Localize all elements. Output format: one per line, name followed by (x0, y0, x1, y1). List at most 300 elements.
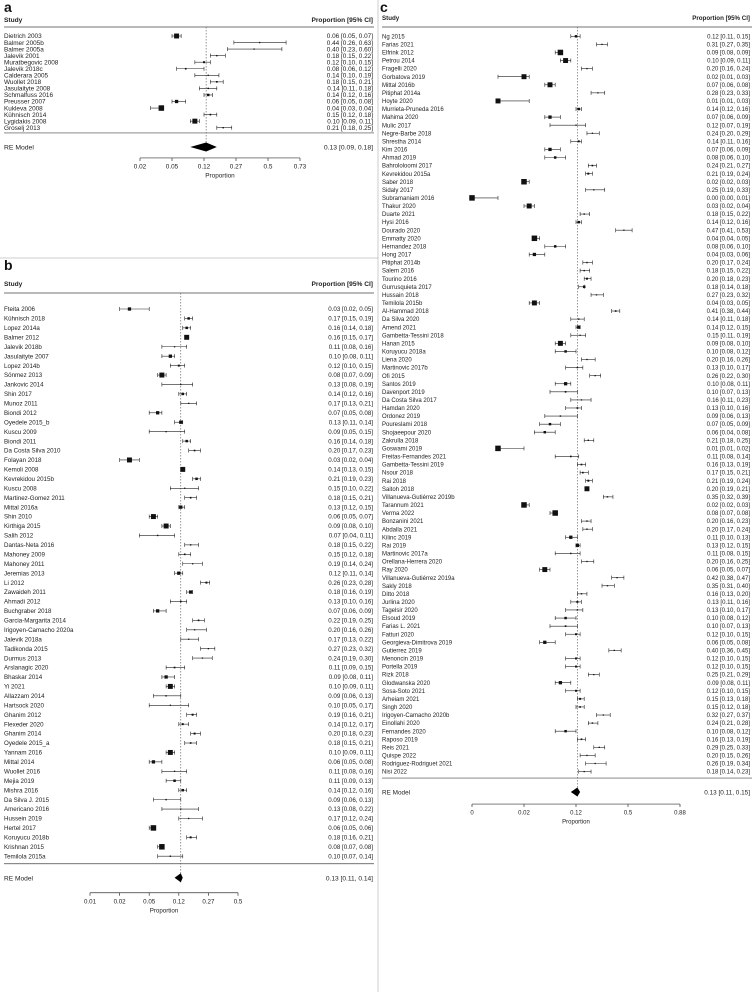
study-name: Jeremias 2013 (4, 570, 45, 578)
study-name: Lopez 2014b (4, 362, 40, 370)
point-estimate (595, 763, 596, 764)
point-estimate (584, 771, 585, 772)
study-ci-label: 0.15 [0.11, 0.19] (707, 333, 750, 340)
point-estimate (175, 100, 178, 103)
study-name: Pitiphat 2014a (382, 90, 421, 97)
study-name: Singh 2020 (382, 705, 413, 712)
study-ci-label: 0.24 [0.21, 0.27] (706, 163, 750, 170)
point-estimate (577, 609, 578, 610)
point-estimate (188, 403, 189, 404)
x-tick-label: 0.88 (674, 810, 686, 817)
study-ci-label: 0.12 [0.10, 0.15] (328, 362, 373, 370)
study-ci-label: 0.14 [0.11, 0.16] (707, 139, 750, 146)
study-name: Negre-Barbe 2018 (382, 131, 432, 138)
header-study: Study (4, 281, 23, 288)
study-ci-label: 0.18 [0.15, 0.22] (326, 52, 373, 60)
study-name: Koruyucu 2018b (4, 834, 50, 842)
point-estimate (587, 173, 589, 175)
study-ci-label: 0.26 [0.22, 0.30] (706, 373, 750, 380)
point-estimate (203, 61, 205, 63)
study-name: Raposo 2019 (382, 737, 418, 744)
study-name: Wuollet 2016 (4, 768, 41, 776)
study-name: Davenport 2019 (382, 389, 425, 396)
study-name: Durmus 2013 (4, 655, 42, 663)
x-tick-label: 0.73 (293, 163, 307, 171)
x-tick-label: 0 (470, 810, 474, 817)
point-estimate (192, 563, 193, 564)
study-ci-label: 0.11 [0.10, 0.13] (707, 535, 750, 542)
study-ci-label: 0.24 [0.21, 0.28] (706, 721, 750, 728)
study-ci-label: 0.06 [0.05, 0.07] (706, 567, 750, 574)
study-ci-label: 0.16 [0.11, 0.23] (707, 398, 750, 404)
point-estimate (586, 262, 587, 263)
forest-panel-b (4, 257, 374, 914)
study-name: Ahmad 2019 (382, 155, 417, 162)
study-ci-label: 0.18 [0.15, 0.22] (706, 268, 750, 275)
study-ci-label: 0.06 [0.05, 0.07] (328, 513, 373, 521)
study-ci-label: 0.01 [0.01, 0.03] (706, 99, 750, 106)
point-estimate (170, 705, 171, 706)
study-ci-label: 0.32 [0.27, 0.37] (706, 713, 750, 720)
study-ci-label: 0.24 [0.20, 0.29] (706, 131, 750, 138)
summary-name: RE Model (4, 875, 33, 883)
study-ci-label: 0.07 [0.06, 0.08] (706, 82, 750, 89)
point-estimate (599, 747, 600, 748)
point-estimate (188, 818, 189, 819)
study-name: Abdalla 2021 (382, 527, 418, 534)
study-name: Hartsock 2020 (4, 702, 44, 710)
study-ci-label: 0.06 [0.05, 0.08] (326, 98, 373, 106)
study-ci-label: 0.26 [0.19, 0.34] (706, 761, 750, 768)
study-name: Mittal 2016a (4, 504, 38, 512)
study-name: Lygidakis 2008 (4, 118, 47, 126)
study-ci-label: 0.13 [0.10, 0.16] (328, 598, 373, 606)
header-study: Study (382, 15, 400, 22)
point-estimate (174, 667, 176, 669)
study-ci-label: 0.18 [0.14, 0.23] (706, 769, 750, 776)
study-ci-label: 0.03 [0.02, 0.05] (328, 306, 373, 314)
point-estimate (192, 119, 197, 124)
point-estimate (586, 755, 587, 756)
study-ci-label: 0.16 [0.13, 0.19] (706, 462, 750, 469)
point-estimate (569, 536, 572, 539)
point-estimate (607, 585, 608, 586)
point-estimate (583, 286, 585, 288)
study-name: Sönmez 2013 (4, 372, 43, 380)
study-ci-label: 0.01 [0.01, 0.02] (706, 446, 750, 453)
study-name: Orellana-Herrera 2020 (382, 559, 443, 566)
study-ci-label: 0.03 [0.02, 0.04] (328, 457, 373, 465)
study-name: Menoncin 2019 (382, 656, 424, 663)
study-ci-label: 0.14 [0.12, 0.16] (706, 107, 750, 114)
study-name: Krishnan 2015 (4, 843, 44, 851)
study-name: Saber 2018 (382, 179, 414, 186)
study-name: Lopez 2014a (4, 325, 40, 333)
study-name: Nisi 2022 (382, 769, 408, 776)
study-ci-label: 0.28 [0.23, 0.33] (706, 90, 750, 97)
study-name: Sidaly 2017 (382, 187, 414, 194)
study-ci-label: 0.27 [0.23, 0.32] (706, 292, 750, 299)
point-estimate (559, 681, 562, 684)
x-tick-label: 0.27 (202, 898, 215, 906)
point-estimate (164, 675, 167, 678)
point-estimate (521, 502, 527, 508)
point-estimate (587, 480, 589, 482)
study-ci-label: 0.08 [0.07, 0.09] (328, 372, 373, 380)
point-estimate (565, 625, 567, 627)
point-estimate (259, 42, 260, 43)
study-name: Hernandez 2018 (382, 244, 427, 251)
study-name: Zakrulla 2018 (382, 438, 419, 445)
x-tick-label: 0.5 (623, 810, 633, 817)
study-name: Dourado 2020 (382, 228, 421, 235)
study-ci-label: 0.13 [0.08, 0.22] (328, 806, 373, 814)
point-estimate (593, 674, 594, 675)
study-ci-label: 0.09 [0.08, 0.10] (328, 523, 373, 531)
study-ci-label: 0.18 [0.15, 0.22] (328, 542, 373, 550)
study-ci-label: 0.17 [0.13, 0.21] (328, 400, 373, 408)
study-ci-label: 0.06 [0.05, 0.08] (328, 759, 373, 767)
point-estimate (496, 98, 501, 103)
study-ci-label: 0.10 [0.07, 0.14] (328, 853, 373, 861)
study-ci-label: 0.14 [0.11, 0.18] (707, 317, 750, 324)
study-ci-label: 0.15 [0.12, 0.18] (326, 111, 373, 119)
point-estimate (623, 230, 624, 231)
study-ci-label: 0.17 [0.12, 0.24] (328, 815, 373, 823)
study-ci-label: 0.13 [0.08, 0.19] (328, 381, 373, 389)
point-estimate (151, 825, 157, 831)
study-ci-label: 0.02 [0.01, 0.03] (706, 74, 750, 81)
point-estimate (173, 780, 175, 782)
study-ci-label: 0.20 [0.19, 0.21] (706, 486, 750, 493)
study-name: Tagelsir 2020 (382, 608, 418, 615)
study-name: Mittal 2014 (4, 759, 35, 767)
point-estimate (576, 544, 579, 547)
study-name: Folayan 2018 (4, 457, 42, 465)
study-name: Shojaeepour 2020 (382, 430, 432, 437)
study-name: Gambetta-Tessini 2018 (382, 333, 444, 340)
study-ci-label: 0.16 [0.13, 0.20] (706, 591, 750, 598)
point-estimate (615, 310, 617, 312)
point-estimate (564, 350, 566, 352)
point-estimate (190, 544, 191, 545)
point-estimate (578, 318, 579, 319)
study-name: Zawaideh 2011 (4, 589, 46, 597)
study-name: Hussain 2018 (382, 292, 419, 299)
point-estimate (208, 648, 209, 649)
study-name: Sosa-Soto 2021 (382, 688, 426, 695)
study-name: Rai 2019 (382, 543, 407, 550)
study-name: Jasulaityte 2008 (4, 85, 51, 93)
point-estimate (592, 133, 593, 134)
study-ci-label: 0.06 [0.05, 0.06] (328, 825, 373, 833)
study-name: Thakur 2020 (382, 204, 416, 211)
point-estimate (469, 195, 475, 201)
study-name: Subramaniam 2016 (382, 196, 435, 202)
study-name: Portella 2019 (382, 664, 418, 671)
study-name: Kilinc 2019 (382, 535, 412, 542)
point-estimate (532, 300, 537, 305)
point-estimate (179, 421, 182, 424)
study-ci-label: 0.21 [0.19, 0.23] (328, 476, 373, 483)
study-ci-label: 0.21 [0.18, 0.25] (706, 438, 750, 445)
study-name: Georgieva-Dimitrova 2019 (382, 640, 453, 647)
point-estimate (182, 723, 184, 725)
study-name: Martinez-Gomez 2011 (4, 494, 65, 502)
study-ci-label: 0.13 [0.11, 0.16] (707, 600, 750, 606)
point-estimate (178, 365, 180, 367)
point-estimate (584, 270, 585, 271)
point-estimate (575, 690, 577, 692)
point-estimate (192, 714, 194, 716)
study-name: Saitoh 2018 (382, 486, 415, 493)
x-tick-label: 0.27 (229, 163, 243, 171)
study-ci-label: 0.19 [0.14, 0.24] (328, 560, 373, 568)
study-ci-label: 0.07 [0.06, 0.09] (328, 608, 373, 616)
study-ci-label: 0.12 [0.10, 0.15] (706, 688, 750, 695)
study-ci-label: 0.21 [0.18, 0.25] (326, 124, 373, 132)
study-ci-label: 0.09 [0.06, 0.13] (328, 796, 373, 804)
study-ci-label: 0.11 [0.09, 0.15] (328, 664, 373, 672)
study-ci-label: 0.16 [0.13, 0.19] (706, 737, 750, 744)
study-name: Petrou 2014 (382, 58, 415, 65)
x-axis-label: Proportion (205, 172, 235, 180)
study-ci-label: 0.08 [0.07, 0.08] (328, 843, 373, 851)
point-estimate (560, 415, 561, 416)
study-name: Amend 2021 (382, 325, 417, 332)
study-name: Bonzanini 2021 (382, 519, 424, 526)
study-name: Da Costa Silva 2017 (382, 398, 437, 404)
point-estimate (575, 125, 576, 126)
point-estimate (586, 359, 587, 360)
study-name: Ray 2020 (382, 567, 408, 574)
summary-diamond (175, 873, 183, 882)
study-name: Temilola 2015a (4, 853, 46, 861)
point-estimate (522, 74, 527, 79)
study-ci-label: 0.41 [0.38, 0.44] (706, 309, 750, 316)
study-ci-label: 0.14 [0.11, 0.18] (327, 85, 373, 93)
study-ci-label: 0.35 [0.32, 0.39] (706, 494, 750, 501)
study-name: Hysi 2016 (382, 220, 409, 227)
study-ci-label: 0.16 [0.14, 0.18] (328, 325, 373, 333)
study-ci-label: 0.31 [0.27, 0.35] (706, 42, 750, 49)
study-name: Shin 2010 (4, 513, 32, 521)
study-ci-label: 0.04 [0.03, 0.06] (706, 252, 750, 259)
study-ci-label: 0.10 [0.08, 0.11] (328, 353, 373, 361)
study-name: Villanueva-Gutiérrez 2019b (382, 494, 455, 501)
study-ci-label: 0.22 [0.19, 0.25] (328, 617, 373, 625)
study-ci-label: 0.13 [0.10, 0.17] (706, 608, 750, 615)
point-estimate (592, 165, 594, 167)
study-name: Oyedele 2015_b (4, 419, 50, 427)
study-name: Gorbatova 2019 (382, 74, 426, 81)
study-name: Preusser 2007 (4, 98, 46, 106)
study-ci-label: 0.09 [0.06, 0.13] (706, 414, 750, 421)
study-name: Ordonez 2019 (382, 414, 421, 421)
study-name: Ofi 2015 (382, 373, 405, 380)
study-ci-label: 0.16 [0.14, 0.18] (328, 438, 373, 446)
point-estimate (592, 722, 593, 723)
study-ci-label: 0.25 [0.19, 0.33] (706, 187, 750, 194)
x-tick-label: 0.12 (570, 810, 582, 817)
study-ci-label: 0.14 [0.13, 0.15] (328, 466, 373, 474)
study-name: Salih 2012 (4, 532, 34, 540)
point-estimate (185, 327, 187, 329)
point-estimate (179, 505, 182, 508)
point-estimate (184, 335, 189, 340)
point-estimate (588, 440, 589, 441)
point-estimate (527, 204, 532, 209)
point-estimate (586, 561, 587, 562)
study-ci-label: 0.44 [0.26, 0.63] (326, 39, 373, 47)
x-tick-label: 0.02 (133, 163, 147, 171)
point-estimate (581, 464, 583, 466)
study-name: Dietrich 2003 (4, 33, 42, 41)
point-estimate (575, 666, 577, 668)
study-ci-label: 0.14 [0.10, 0.19] (326, 72, 373, 80)
study-ci-label: 0.10 [0.09, 0.11] (328, 749, 373, 757)
x-tick-label: 0.01 (83, 898, 97, 906)
point-estimate (165, 799, 166, 800)
study-name: Elfrink 2012 (382, 50, 414, 57)
study-ci-label: 0.09 [0.08, 0.10] (706, 341, 750, 348)
study-ci-label: 0.12 [0.11, 0.14] (328, 570, 373, 578)
study-ci-label: 0.10 [0.08, 0.12] (706, 349, 750, 356)
study-name: Kevrekidou 2015b (4, 476, 54, 483)
point-estimate (582, 472, 584, 474)
study-ci-label: 0.06 [0.04, 0.08] (706, 430, 750, 437)
study-ci-label: 0.14 [0.12, 0.17] (328, 721, 373, 729)
study-ci-label: 0.14 [0.12, 0.16] (326, 92, 373, 100)
point-estimate (195, 478, 197, 480)
point-estimate (190, 742, 192, 744)
study-ci-label: 0.09 [0.06, 0.13] (328, 693, 373, 701)
point-estimate (586, 68, 587, 69)
study-name: Kim 2016 (382, 147, 408, 154)
x-tick-label: 0.02 (113, 898, 126, 906)
study-ci-label: 0.17 [0.15, 0.19] (328, 315, 373, 323)
study-ci-label: 0.14 [0.12, 0.15] (706, 325, 750, 332)
x-tick-label: 0.02 (518, 810, 530, 817)
point-estimate (578, 140, 580, 142)
point-estimate (188, 639, 189, 640)
point-estimate (542, 567, 547, 572)
study-ci-label: 0.18 [0.15, 0.22] (706, 212, 750, 219)
study-ci-label: 0.02 [0.02, 0.03] (706, 179, 750, 186)
study-ci-label: 0.27 [0.23, 0.32] (328, 645, 373, 653)
x-tick-label: 0.12 (197, 163, 211, 171)
point-estimate (570, 553, 571, 554)
point-estimate (157, 535, 158, 536)
study-ci-label: 0.20 [0.16, 0.23] (706, 519, 750, 526)
study-name: Mishra 2016 (4, 787, 39, 795)
point-estimate (549, 423, 551, 425)
point-estimate (180, 384, 181, 385)
study-name: Yi 2021 (4, 683, 25, 691)
summary-diamond (190, 142, 217, 151)
study-name: Ghanim 2014 (4, 730, 42, 738)
point-estimate (159, 844, 165, 850)
point-estimate (152, 760, 155, 763)
point-estimate (182, 789, 184, 791)
forest-panel-c (380, 0, 752, 826)
study-ci-label: 0.10 [0.08, 0.12] (706, 729, 750, 736)
study-name: Fragelli 2020 (382, 66, 417, 73)
point-estimate (584, 486, 589, 491)
study-name: Balmer 2012 (4, 334, 40, 342)
x-tick-label: 0.05 (143, 898, 156, 906)
point-estimate (543, 641, 546, 644)
study-name: Hong 2017 (382, 252, 412, 259)
study-ci-label: 0.10 [0.09, 0.11] (707, 58, 750, 65)
study-ci-label: 0.09 [0.08, 0.11] (707, 680, 750, 687)
study-ci-label: 0.29 [0.25, 0.33] (706, 745, 750, 752)
point-estimate (207, 94, 209, 96)
study-ci-label: 0.18 [0.14, 0.18] (706, 284, 750, 291)
point-estimate (156, 411, 159, 414)
study-ci-label: 0.20 [0.17, 0.24] (706, 260, 750, 267)
point-estimate (614, 650, 615, 651)
point-estimate (552, 510, 558, 516)
study-ci-label: 0.35 [0.31, 0.40] (706, 583, 750, 590)
study-name: Kuscu 2008 (4, 485, 37, 493)
study-ci-label: 0.04 [0.03, 0.05] (706, 301, 750, 308)
study-name: Rai 2018 (382, 478, 407, 485)
point-estimate (532, 236, 538, 242)
study-ci-label: 0.13 [0.12, 0.15] (706, 543, 750, 550)
study-name: Fteita 2006 (4, 306, 35, 314)
study-name: Bhaskar 2014 (4, 674, 43, 682)
study-name: Hertel 2017 (4, 825, 36, 833)
point-estimate (174, 34, 179, 39)
x-axis-label: Proportion (149, 907, 179, 915)
point-estimate (577, 326, 580, 329)
point-estimate (165, 431, 166, 432)
study-ci-label: 0.14 [0.12, 0.16] (328, 391, 373, 399)
study-name: Rodriguez-Rodriguet 2021 (382, 761, 453, 768)
study-name: Hanan 2015 (382, 341, 415, 348)
study-ci-label: 0.18 [0.15, 0.21] (328, 740, 373, 748)
study-ci-label: 0.00 [0.00, 0.01] (706, 196, 750, 202)
study-name: Yannam 2016 (4, 749, 43, 757)
study-name: Mulic 2017 (382, 123, 412, 130)
point-estimate (596, 294, 597, 295)
point-estimate (577, 221, 579, 223)
point-estimate (194, 629, 195, 630)
study-ci-label: 0.18 [0.16, 0.21] (328, 834, 373, 842)
study-name: Temilola 2015b (382, 301, 423, 308)
study-name: Bahrololoomi 2017 (382, 163, 433, 170)
study-ci-label: 0.15 [0.13, 0.18] (706, 696, 750, 703)
point-estimate (603, 714, 604, 715)
study-name: Arslanagic 2020 (4, 664, 49, 672)
study-name: Martinovic 2017b (382, 365, 428, 372)
study-name: Mahoney 2011 (4, 560, 45, 568)
study-name: Villanueva-Gutiérrez 2019a (382, 575, 455, 582)
study-ci-label: 0.19 [0.16, 0.21] (328, 711, 373, 719)
study-name: Kirthiga 2015 (4, 523, 41, 531)
study-name: Einollahi 2020 (382, 721, 420, 728)
point-estimate (495, 446, 501, 452)
study-name: Tadikonda 2015 (4, 645, 48, 653)
study-ci-label: 0.14 [0.12, 0.16] (706, 220, 750, 227)
x-tick-label: 0.12 (172, 898, 185, 906)
study-name: Tourino 2016 (382, 276, 417, 283)
point-estimate (253, 48, 254, 49)
study-ci-label: 0.20 [0.16, 0.24] (706, 66, 750, 73)
study-name: Poureslami 2018 (382, 422, 428, 429)
header-study: Study (4, 17, 23, 24)
